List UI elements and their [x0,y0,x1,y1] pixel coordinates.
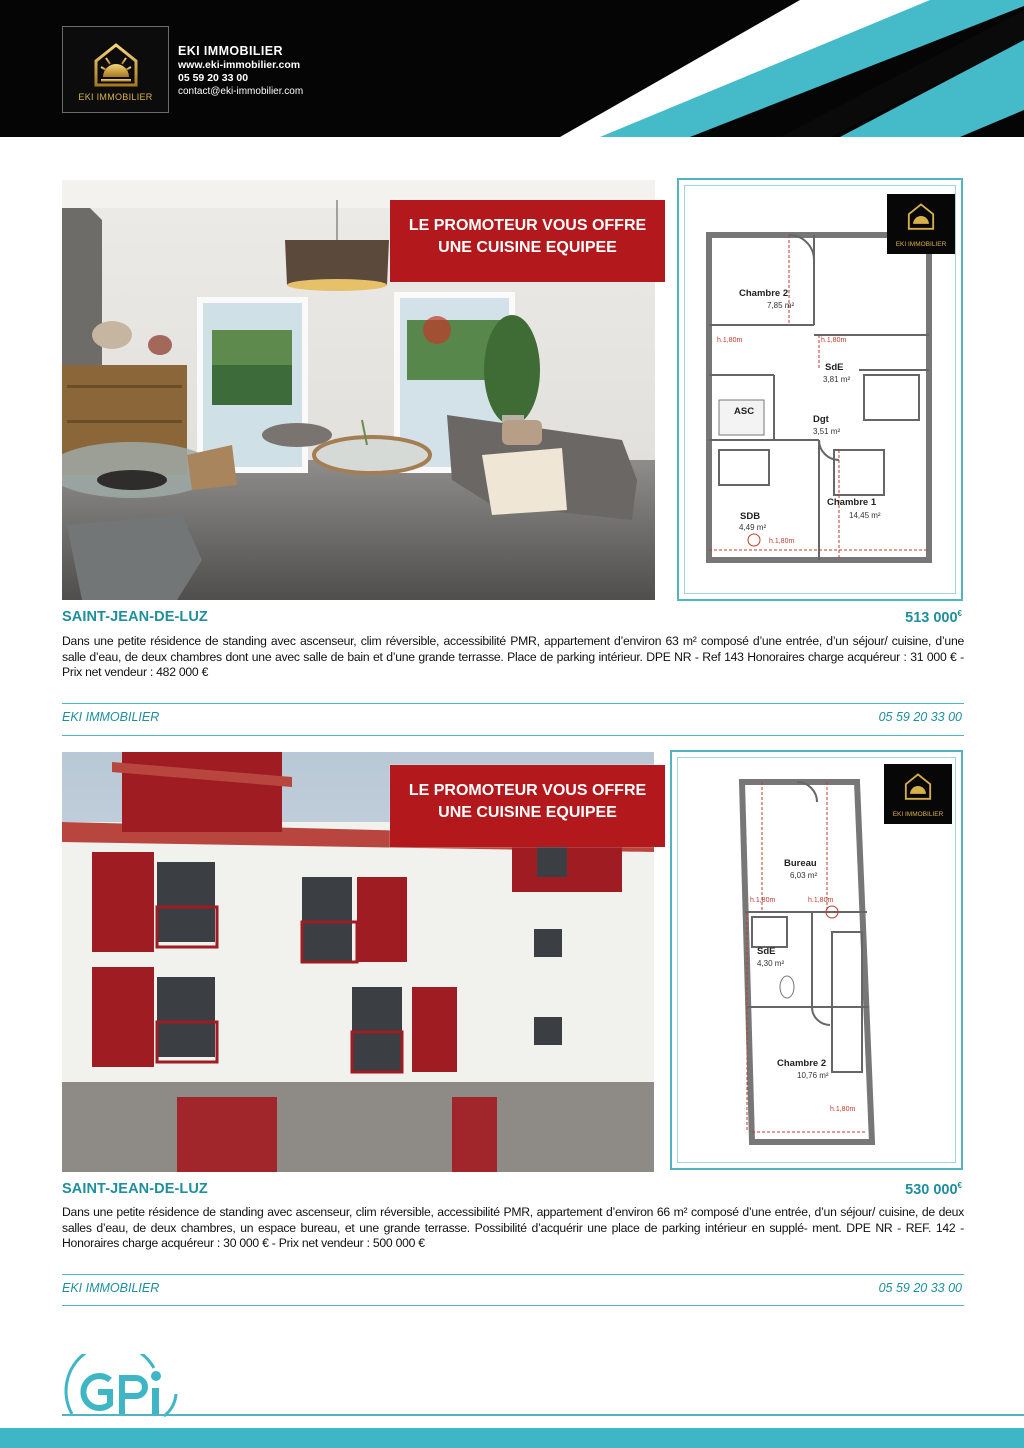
room-area: 3,51 m² [813,427,841,436]
listing-2-divider-bottom [62,1305,964,1306]
gpi-logo [64,1354,184,1418]
price-value: 530 000 [905,1182,958,1198]
listing-1-floor-plan [677,178,963,601]
room-area: 7,85 m² [767,301,795,310]
listing-2-description: Dans une petite résidence de standing avec ascenseur, clim réversible, accessibilité PMR, appartement d’environ 66 m² composé d’une entrée, d’un séjour/ cuisine, de deux salles d’eau, de deux chambres, un espace bureau, et une grande terrasse. Possibilité d’acquérir une place de parking intérieur en supplé- ment. DPE NR - REF. 142 - Honoraires charge acquéreur : 30 000 € - Prix net vendeur : 500 000 € [62,1205,964,1251]
listing-1-city: SAINT-JEAN-DE-LUZ [62,609,208,625]
listing-1-divider [62,703,964,704]
room-name: ASC [734,406,755,417]
room-area: 3,81 m² [823,375,851,384]
floor-plan-drawing [699,220,939,580]
phone-number[interactable]: 05 59 20 33 00 [178,72,249,84]
plan-badge-text: EKI IMMOBILIER [895,241,947,248]
room-name: Chambre 1 [827,497,877,508]
room-area: 4,49 m² [739,523,767,532]
floor-plan-drawing [727,772,897,1152]
room-name: SdE [757,946,776,957]
listing-1-promo-banner [390,200,665,282]
room-name: Chambre 2 [739,288,789,299]
website-link[interactable]: www.eki-immobilier.com [178,59,301,71]
height-mark: h.1,80m [717,337,743,344]
plan-logo-badge [887,194,955,254]
footer-bar [0,1428,1024,1448]
room-name: Dgt [813,414,829,425]
agency-name: EKI IMMOBILIER [178,44,283,58]
contact-block [178,44,303,99]
promo-line-1: LE PROMOTEUR VOUS OFFRE [408,217,647,234]
promo-line-1: LE PROMOTEUR VOUS OFFRE [408,782,647,799]
price-value: 513 000 [905,610,958,626]
listing-2-agency: EKI IMMOBILIER [62,1281,160,1295]
listing-1-agency: EKI IMMOBILIER [62,710,160,724]
height-mark: h.1,80m [808,897,834,904]
listing-2-promo-banner [390,765,665,847]
listing-1-divider-bottom [62,735,964,736]
listing-2-phone[interactable]: 05 59 20 33 00 [878,1281,962,1295]
footer-line [62,1414,1024,1416]
room-name: Bureau [784,858,817,869]
price-currency: € [957,1181,962,1190]
sunrise-logo-icon [93,41,139,87]
room-area: 14,45 m² [849,511,881,520]
promo-line-2: UNE CUISINE EQUIPEE [438,804,617,821]
listing-2-price [905,1181,962,1198]
room-name: SDB [740,511,761,522]
price-currency: € [957,609,962,618]
listing-1-price [905,609,962,626]
listing-2-divider [62,1274,964,1275]
listing-2-city: SAINT-JEAN-DE-LUZ [62,1181,208,1197]
height-mark: h.1,80m [821,337,847,344]
room-name: SdE [825,362,844,373]
room-area: 10,76 m² [797,1071,829,1080]
logo-text: EKI IMMOBILIER [78,92,153,102]
promo-line-2: UNE CUISINE EQUIPEE [438,239,617,256]
page-header [0,0,1024,137]
sunrise-logo-icon [904,772,932,800]
listing-1-description: Dans une petite résidence de standing avec ascenseur, clim réversible, accessibilité PMR, appartement d’environ 63 m² composé d’une entrée, d’un séjour/ cuisine, d’une salle d’eau, de deux chambres dont une avec salle de bain et d’une grande terrasse. Place de parking intérieur. DPE NR - Ref 143 Honoraires charge acquéreur : 31 000 € - Prix net vendeur : 482 000 € [62,634,964,680]
height-mark: h.1,80m [769,538,795,545]
plan-logo-badge [884,764,952,824]
sunrise-logo-icon [907,202,935,230]
height-mark: h.1,80m [750,897,776,904]
listing-1-phone[interactable]: 05 59 20 33 00 [878,710,962,724]
room-area: 4,30 m² [757,959,785,968]
email-link[interactable]: contact@eki-immobilier.com [178,86,304,97]
room-area: 6,03 m² [790,871,818,880]
plan-badge-text: EKI IMMOBILIER [892,811,944,818]
listing-2-floor-plan [670,750,963,1170]
agency-logo [62,26,169,113]
room-name: Chambre 2 [777,1058,827,1069]
height-mark: h.1,80m [830,1106,856,1113]
